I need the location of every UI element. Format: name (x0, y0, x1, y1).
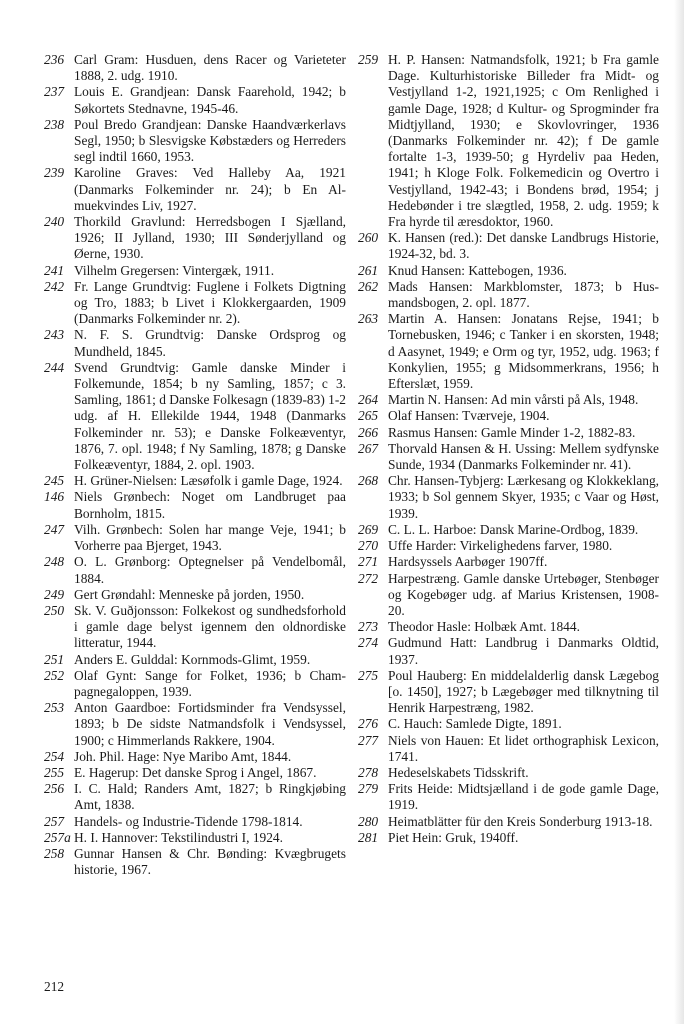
bibliography-entry (44, 749, 346, 765)
entry-text: Anders E. Gulddal: Kornmods-Glimt, 1959. (74, 651, 311, 667)
entry-text: E. Hagerup: Det danske Sprog i Angel, 1867. (74, 764, 317, 780)
bibliography-entry (358, 830, 659, 846)
entry-text: H. I. Hannover: Tekstilindustri I, 1924. (74, 829, 283, 845)
entry-text: Hardsyssels Aarbøger 1907ff. (388, 554, 548, 570)
entry-number: 263 (358, 311, 379, 327)
entry-text: Martin A. Hansen: Jonatans Rejse, 1941; b Tornebusken, 1946; c Tanker i en skorsten, 1948; d Aasynet, 1949; e Orm og tyr, 1952, udg. 1963; f Konkylien, 1955; g Midsommerkrans, 1956; h Efterslæt, 1959. (388, 311, 659, 392)
entry-text: K. Hansen (red.): Det danske Landbrugs Historie, 1924-32, bd. 3. (388, 230, 659, 262)
page-edge-shadow (674, 0, 684, 1024)
entry-text: N. F. S. Grundtvig: Danske Ordsprog og Mundheld, 1845. (74, 327, 346, 359)
entry-number: 268 (358, 473, 379, 489)
bibliography-entry (358, 52, 659, 230)
entry-number: 265 (358, 408, 379, 424)
bibliography-entry (358, 668, 659, 717)
entry-text: Carl Gram: Husduen, dens Racer og Varieteter 1888, 2. udg. 1910. (74, 52, 346, 84)
entry-text: Vilh. Grønbech: Solen har mange Veje, 1941; b Vorherre paa Bjerget, 1943. (74, 521, 346, 554)
entry-number: 238 (44, 116, 65, 132)
entry-number: 257a (44, 829, 71, 845)
entry-text: Rasmus Hansen: Gamle Minder 1-2, 1882-83. (388, 424, 636, 440)
entry-number: 280 (358, 813, 379, 829)
bibliography-entry (44, 603, 346, 652)
entry-number: 271 (358, 554, 379, 570)
entry-number: 262 (358, 278, 379, 294)
bibliography-entry (44, 846, 346, 878)
bibliography-entry (358, 571, 659, 620)
bibliography-entry (44, 781, 346, 813)
left-column (44, 52, 346, 878)
entry-text: Joh. Phil. Hage: Nye Maribo Amt, 1844. (74, 748, 292, 764)
bibliography-entry (44, 279, 346, 328)
entry-number: 254 (44, 748, 65, 764)
entry-text: I. C. Hald; Randers Amt, 1827; b Ringkjøbing Amt, 1838. (74, 781, 346, 813)
entry-number: 240 (44, 214, 65, 230)
entry-number: 242 (44, 278, 65, 294)
bibliography-entry (44, 830, 346, 846)
entry-number: 258 (44, 845, 65, 861)
entry-number: 276 (358, 716, 379, 732)
bibliography-entry (358, 765, 659, 781)
bibliography-entry (44, 765, 346, 781)
entry-number: 281 (358, 829, 379, 845)
bibliography-entry (44, 554, 346, 586)
bibliography-entry (358, 263, 659, 279)
entry-text: Fr. Lange Grundtvig: Fuglene i Folkets Digtning og Tro, 1883; b Livet i Klokkergaarden, 1909 (Danmarks Folkeminder nr. 2). (74, 278, 346, 327)
entry-number: 267 (358, 440, 379, 456)
entry-text: Mads Hansen: Markblomster, 1873; b Husmandsbogen, 2. opl. 1877. (388, 278, 659, 311)
entry-number: 256 (44, 781, 65, 797)
entry-number: 269 (358, 521, 379, 537)
bibliography-entry (44, 263, 346, 279)
entry-text: Karoline Graves: Ved Halleby Aa, 1921 (Danmarks Folkeminder nr. 24); b En Almuekvindes Liv, 1927. (74, 165, 346, 213)
bibliography-entry (358, 554, 659, 570)
entry-number: 243 (44, 327, 65, 343)
entry-text: Niels Grønbech: Noget om Landbruget paa Bornholm, 1815. (74, 489, 346, 521)
entry-text: Theodor Hasle: Holbæk Amt. 1844. (388, 619, 580, 635)
bibliography-entry (44, 587, 346, 603)
bibliography-entry (358, 781, 659, 813)
entry-text: Knud Hansen: Kattebogen, 1936. (388, 262, 567, 278)
entry-text: Svend Grundtvig: Gamle danske Minder i Folkemunde, 1854; b ny Samling, 1857; c 3. Samling, 1861; d Danske Folkesagn (1839-83) 1-2 udg. af H. Ellekilde 1944, 1948 (Danmarks Folkeminder nr. 53); e Danske Folkeæventyr, 1876, 7. opl. 1948; f Ny Samling, 1878; g Danske Folkeæventyr, 1884, 2. opl. 1903. (74, 359, 346, 473)
entry-text: Harpestræng. Gamle danske Urtebøger, Stenbøger og Kogebøger udg. af Marius Kristensen, 1908-20. (388, 570, 659, 618)
entry-text: Gunnar Hansen & Chr. Bønding: Kvægbrugets historie, 1967. (74, 845, 346, 878)
entry-text: Thorkild Gravlund: Herredsbogen I Sjælland, 1926; II Jylland, 1930; III Sønderjylland og Øerne, 1930. (74, 214, 346, 262)
entry-number: 250 (44, 602, 65, 618)
entry-text: Poul Hauberg: En middelalderlig dansk Lægebog [o. 1450], 1927; b Lægebøger med tilknytning til Henrik Harpestræng, 1982. (388, 667, 659, 716)
entry-number: 146 (44, 489, 65, 505)
bibliography-entry (358, 814, 659, 830)
entry-number: 257 (44, 813, 65, 829)
entry-text: Olaf Hansen: Tværveje, 1904. (388, 408, 550, 424)
entry-text: H. Grüner-Nielsen: Læsøfolk i gamle Dage, 1924. (74, 473, 343, 489)
entry-text: Niels von Hauen: Et lidet orthographisk Lexicon, 1741. (388, 732, 659, 764)
bibliography-entry (44, 165, 346, 214)
bibliography-entry (44, 117, 346, 166)
entry-text: O. L. Grønborg: Optegnelser på Vendelbomål, 1884. (74, 554, 346, 586)
bibliography-entry (358, 230, 659, 262)
entry-text: C. L. L. Harboe: Dansk Marine-Ordbog, 1839. (388, 521, 639, 537)
bibliography-entry (358, 619, 659, 635)
entry-text: Vilhelm Gregersen: Vintergæk, 1911. (74, 262, 275, 278)
entry-number: 277 (358, 732, 379, 748)
entry-text: Poul Bredo Grandjean: Danske Haandværkerlavs Segl, 1950; b Slesvigske Købstæders og Herreders segl indtil 1660, 1953. (74, 116, 346, 165)
bibliography-entry (44, 668, 346, 700)
entry-number: 279 (358, 781, 379, 797)
bibliography-entry (358, 635, 659, 667)
bibliography-entry (44, 473, 346, 489)
entry-number: 259 (358, 52, 379, 67)
entry-text: C. Hauch: Samlede Digte, 1891. (388, 716, 562, 732)
entry-number: 270 (358, 538, 379, 554)
bibliography-entry (44, 700, 346, 749)
entry-number: 248 (44, 554, 65, 570)
entry-text: Handels- og Industrie-Tidende 1798-1814. (74, 813, 303, 829)
entry-text: Uffe Harder: Virkelighedens farver, 1980. (388, 538, 613, 554)
entry-text: Louis E. Grandjean: Dansk Faarehold, 1942; b Søkortets Stednavne, 1945-46. (74, 84, 346, 116)
entry-number: 255 (44, 764, 65, 780)
entry-number: 273 (358, 619, 379, 635)
entry-number: 241 (44, 262, 65, 278)
entry-text: Olaf Gynt: Sange for Folket, 1936; b Champagnegaloppen, 1939. (74, 667, 346, 699)
entry-number: 278 (358, 764, 379, 780)
entry-text: Heimatblätter für den Kreis Sonderburg 1913-18. (388, 813, 653, 829)
entry-number: 249 (44, 586, 65, 602)
entry-number: 275 (358, 667, 379, 683)
entry-text: Piet Hein: Gruk, 1940ff. (388, 829, 519, 845)
bibliography-entry (358, 441, 659, 473)
entry-text: Chr. Hansen-Tybjerg: Lærkesang og Klokkeklang, 1933; b Sol gennem Skyer, 1935; c Vaar og Høst, 1939. (388, 473, 659, 521)
page-number: 212 (44, 979, 65, 994)
bibliography-entry (44, 522, 346, 554)
bibliography-entry (44, 652, 346, 668)
bibliography-entry (44, 214, 346, 263)
entry-number: 239 (44, 165, 65, 181)
right-column (358, 52, 659, 846)
entry-number: 253 (44, 700, 65, 716)
bibliography-entry (358, 538, 659, 554)
bibliography-entry (358, 279, 659, 311)
entry-number: 251 (44, 651, 65, 667)
entry-number: 236 (44, 52, 65, 67)
entry-number: 247 (44, 521, 65, 537)
entry-number: 272 (358, 570, 379, 586)
entry-text: Anton Gaardboe: Fortidsminder fra Vendsyssel, 1893; b De sidste Natmandsfolk i Vendsyssel, 1900; c Himmerlands Rakkere, 1904. (74, 700, 346, 748)
bibliography-entry (358, 408, 659, 424)
bibliography-entry (44, 814, 346, 830)
entry-text: Thorvald Hansen & H. Ussing: Mellem sydfynske Sunde, 1934 (Danmarks Folkeminder nr. 41). (388, 440, 659, 473)
bibliography-entry (358, 392, 659, 408)
bibliography-entry (358, 716, 659, 732)
entry-text: Hedeselskabets Tidsskrift. (388, 764, 529, 780)
entry-text: Gudmund Hatt: Landbrug i Danmarks Oldtid, 1937. (388, 635, 659, 667)
entry-text: Sk. V. Guðjonsson: Folkekost og sundhedsforhold i gamle dage belyst igennem den oldnordiske litteratur, 1944. (74, 602, 346, 651)
entry-number: 274 (358, 635, 379, 651)
bibliography-entry (358, 425, 659, 441)
entry-number: 261 (358, 262, 379, 278)
bibliography-entry (44, 327, 346, 359)
bibliography-entry (358, 473, 659, 522)
entry-text: Gert Grøndahl: Menneske på jorden, 1950. (74, 586, 305, 602)
entry-number: 245 (44, 473, 65, 489)
bibliography-entry (44, 84, 346, 116)
entry-number: 244 (44, 359, 65, 375)
bibliography-entry (44, 360, 346, 473)
bibliography-entry (358, 733, 659, 765)
entry-number: 266 (358, 424, 379, 440)
bibliography-entry (358, 522, 659, 538)
bibliography-entry (358, 311, 659, 392)
entry-number: 237 (44, 84, 65, 100)
entry-number: 252 (44, 667, 65, 683)
bibliography-entry (44, 52, 346, 84)
entry-text: H. P. Hansen: Natmandsfolk, 1921; b Fra gamle Dage. Kulturhistoriske Billeder fra Midt- og Vestjylland 1-2, 1921,1925; c Om Renlighed i gamle Dage, 1928; d Kultur- og Sprogminder fra Midtjylland, 1930; e Skovlovringer, 1936 (Danmarks Folkeminder nr. 42); f De gamle fortalte 1-3, 1939-50; g Hyrdeliv paa Heden, 1941; h Kloge Folk. Folkemedicin og Overtro i Vestjylland, 1942-43; i Bondens brød, 1954; j Hedebønder i tre slægtled, 1958, 2. udg. 1959; k Fra hyrde til æresdoktor, 1960. (388, 52, 659, 230)
entry-text: Martin N. Hansen: Ad min vårsti på Als, 1948. (388, 392, 639, 408)
entry-text: Frits Heide: Midtsjælland i de gode gamle Dage, 1919. (388, 781, 659, 813)
entry-number: 260 (358, 230, 379, 246)
entry-number: 264 (358, 392, 379, 408)
bibliography-entry (44, 489, 346, 521)
